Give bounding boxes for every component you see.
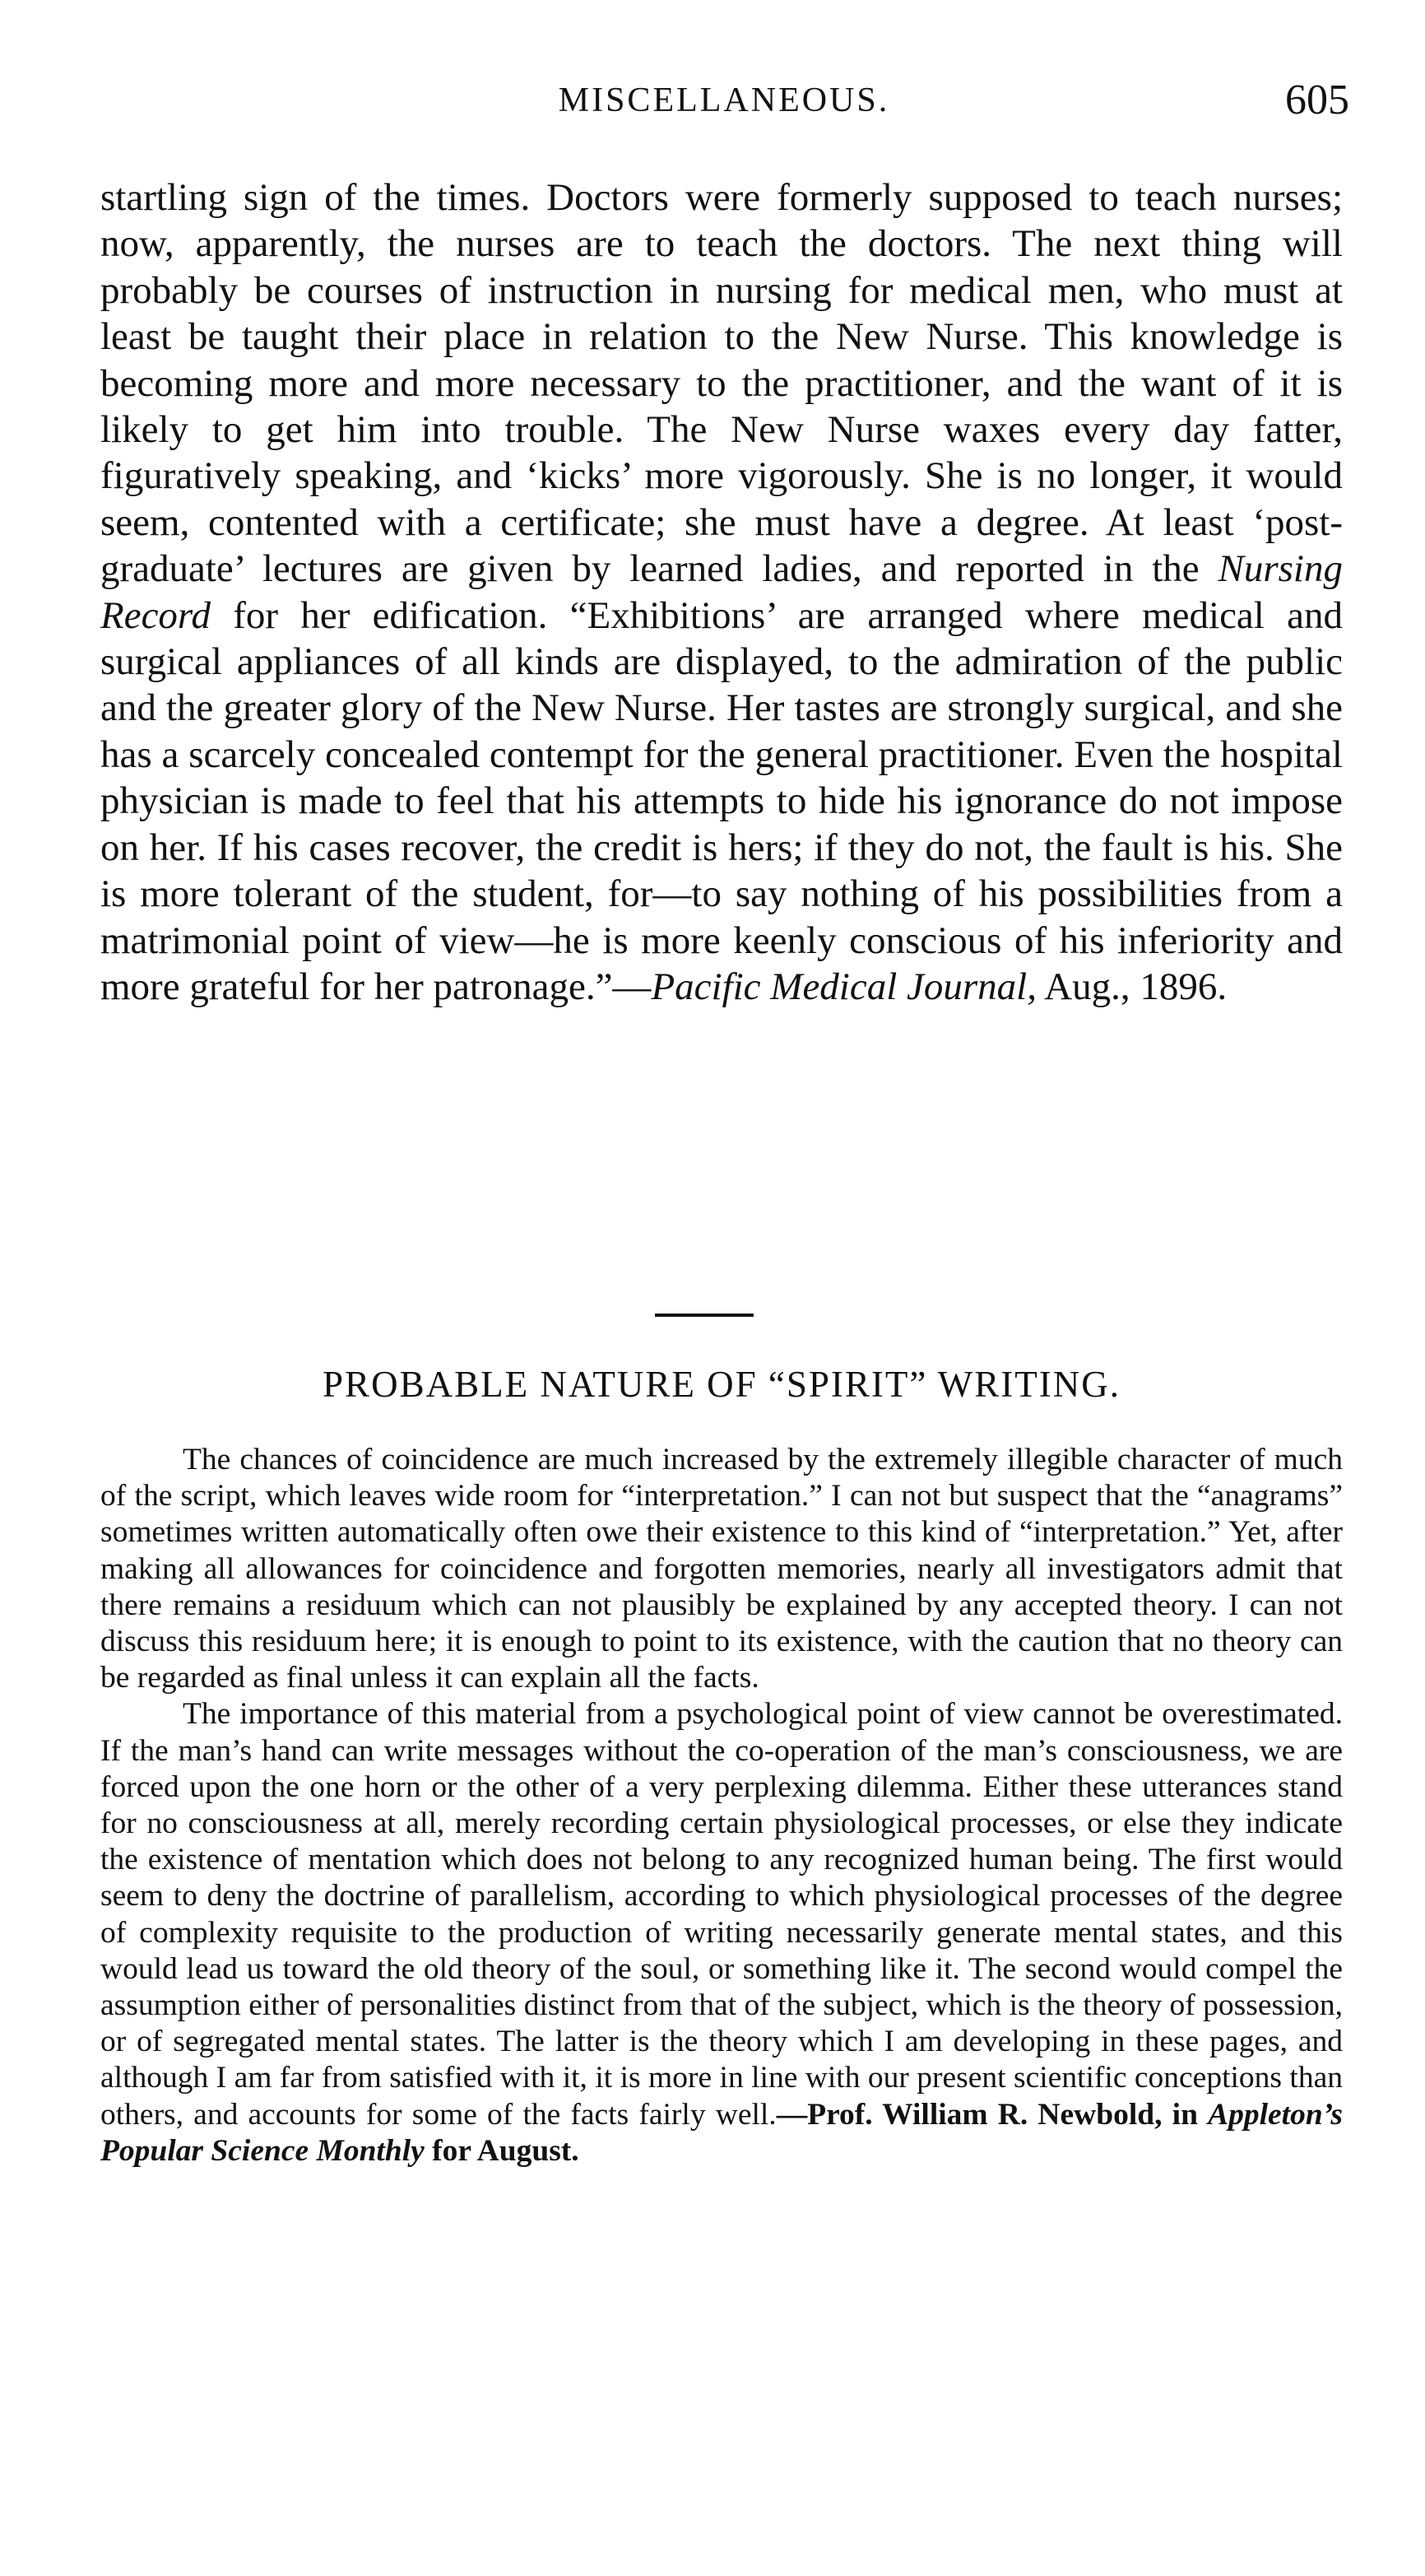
paragraph-1: The chances of coincidence are much increased by the extremely illegible character of much of the script, which leaves wide room for “interpretation.” I can not but suspect that the “anagrams” sometimes written automatically often owe their existence to this kind of “interpretation.” Yet, after making all allowances for coincidence and forgotten memories, nearly all investigators admit that there remains a residuum which can not plausibly be explained by any accepted theory. I can not discuss this residuum here; it is enough to point to its existence, with the caution that no theory can be regarded as final unless it can explain all the facts. bbox=[100, 1443, 1343, 1695]
running-head bbox=[99, 77, 1349, 130]
article-text-main: startling sign of the times. Doctors were formerly supposed to teach nurses; now, apparently, the nurses are to teach the doctors. The next thing will probably be courses of instruction in nursing for medical men, who must at least be taught their place in relation to the New Nurse. This knowledge is becoming more and more necessary to the practitioner, and the want of it is likely to get him into trouble. The New Nurse waxes every day fatter, figuratively speaking, and ‘kicks’ more vigorously. She is no longer, it would seem, contented with a certificate; she must have a degree. At least ‘post-graduate’ lectures are given by learned ladies, and reported in the bbox=[100, 176, 1343, 591]
page-number: 605 bbox=[1285, 77, 1349, 123]
publication-title: Appleton’s Popular Science Monthly bbox=[100, 2097, 1343, 2168]
attribution-end: for August. bbox=[424, 2133, 579, 2168]
journal-title-nursing-record: Nursing Record bbox=[100, 547, 1343, 637]
source-date: Aug., 1896. bbox=[1037, 965, 1228, 1008]
attribution: —Prof. William R. Newbold, in bbox=[776, 2097, 1209, 2132]
section-heading: PROBABLE NATURE OF “SPIRIT” WRITING. bbox=[323, 1364, 1121, 1405]
spirit-writing-article bbox=[100, 1442, 1343, 2169]
paragraph-2-text: The importance of this material from a psychological point of view cannot be overestimated. If the man’s hand can write messages without the co-operation of the man’s consciousness, we are forced upon the one horn or the other of a very perplexing dilemma. Either these utterances stand for no consciousness at all, merely recording certain physiological processes, or else they indicate the existence of mentation which does not belong to any recognized human being. The first would seem to deny the doctrine of parallelism, according to which physiological processes of the degree of complexity requisite to the production of writing necessarily generate mental states, and this would lead us toward the old theory of the soul, or something like it. The second would compel the assumption either of personalities distinct from that of the subject, which is the theory of possession, or of segregated mental states. The latter is the theory which I am developing in these pages, and although I am far from satisfied with it, it is more in line with our present scientific conceptions than others, and accounts for some of the facts fairly well. bbox=[100, 1697, 1343, 2132]
source-journal: Pacific Medical Journal, bbox=[651, 965, 1037, 1008]
article-text-continued: for her edification. “Exhibitions’ are arranged where medical and surgical appliances of all kinds are displayed, to the admiration of the public and the greater glory of the New Nurse. Her tastes are strongly surgical, and she has a scarcely concealed contempt for the general practitioner. Even the hospital physician is made to feel that his attempts to hide his ignorance do not impose on her. If his cases recover, the credit is hers; if they do not, the fault is his. She is more tolerant of the student, for—to say nothing of his possibilities from a matrimonial point of view—he is more keenly conscious of his inferiority and more grateful for her patronage.”— bbox=[100, 593, 1343, 1008]
paragraph-2 bbox=[100, 1696, 1343, 2169]
running-title: MISCELLANEOUS. bbox=[558, 81, 890, 119]
article-continued-text bbox=[100, 174, 1343, 1010]
article-paragraph bbox=[100, 174, 1343, 1010]
section-divider bbox=[655, 1314, 754, 1317]
